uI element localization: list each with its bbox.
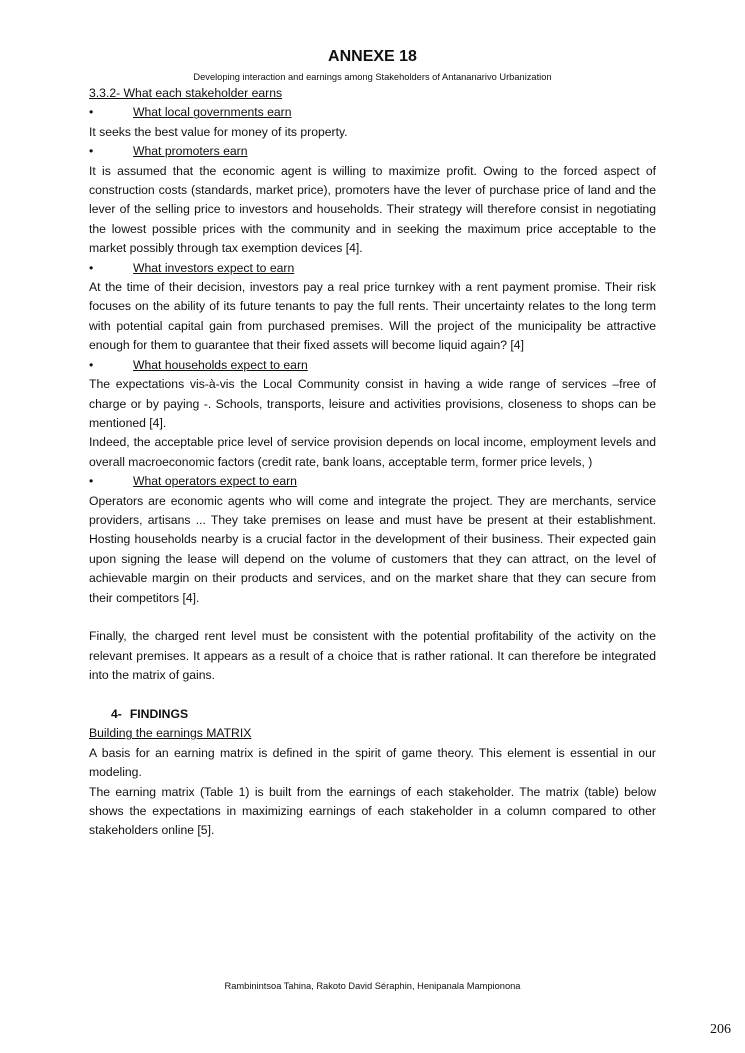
findings-subheading: Building the earnings MATRIX xyxy=(89,726,252,741)
findings-title: FINDINGS xyxy=(129,706,189,721)
bullet-label: What local governments earn xyxy=(133,105,292,120)
spacer xyxy=(89,686,656,705)
bullet-label: What investors expect to earn xyxy=(133,260,295,275)
findings-heading xyxy=(89,705,656,724)
page-content xyxy=(89,47,656,841)
paragraph: Operators are economic agents who will come and integrate the project. They are merchants, service providers, artisans ... They take premises on lease and must have be present at their establishment. Hosting households nearby is a crucial factor in the development of their business. Their expected gain upon signing the lease will depend on the volume of customers that they can attract, on the level of achievable margin on their products and services, and on the market share that they can secure from their competitors [4]. xyxy=(89,493,656,605)
bullet-icon: • xyxy=(89,144,94,159)
bullet-label: What households expect to earn xyxy=(133,357,308,372)
paragraph: It is assumed that the economic agent is willing to maximize profit. Owing to the forced aspect of construction costs (standards, market price), promoters have the lever of purchase price of land and the lever of the selling price to investors and households. Their strategy will therefore consist in negotiating the lowest possible prices with the community and in seeking the maximum price acceptable to the market possibly through tax exemption devices [4]. xyxy=(89,163,656,256)
bullet-item-promoters xyxy=(89,142,656,161)
bullet-icon: • xyxy=(89,105,94,120)
bullet-item-households xyxy=(89,356,656,375)
paragraph: It seeks the best value for money of its property. xyxy=(89,124,348,139)
findings-number: 4- xyxy=(111,706,122,721)
paragraph: The earning matrix (Table 1) is built from the earnings of each stakeholder. The matrix (table) below shows the expectations in maximizing earnings of each stakeholder in a column compared to other stakeholders online [5]. xyxy=(89,784,656,838)
paragraph: The expectations vis-à-vis the Local Community consist in having a wide range of services –free of charge or by paying -. Schools, transports, leisure and activities provisions, closeness to shops can be mentioned [4]. xyxy=(89,377,656,430)
bullet-icon: • xyxy=(89,260,94,275)
paragraph: Indeed, the acceptable price level of service provision depends on local income, employment levels and overall macroeconomic factors (credit rate, bank loans, acceptable term, former price levels, ) xyxy=(89,435,656,469)
bullet-icon: • xyxy=(89,357,94,372)
spacer xyxy=(89,608,656,627)
bullet-item-operators xyxy=(89,472,656,491)
paragraph: A basis for an earning matrix is defined in the spirit of game theory. This element is essential in our modeling. xyxy=(89,745,656,780)
bullet-item-investors xyxy=(89,259,656,278)
closing-paragraph: Finally, the charged rent level must be consistent with the potential profitability of the activity on the relevant premises. It appears as a result of a choice that is rather rational. It can therefore be integrated into the matrix of gains. xyxy=(89,629,656,683)
paragraph: At the time of their decision, investors pay a real price turnkey with a rent payment promise. Their risk focuses on the ability of its future tenants to pay the full rents. Their uncertainty relates to the long term with potential capital gain from purchased premises. Will the project of the municipality be attractive enough for them to guarantee that their fixed assets will become liquid again? [4] xyxy=(89,280,656,353)
footer-authors: Rambinintsoa Tahina, Rakoto David Séraphin, Henipanala Mampionona xyxy=(224,981,521,991)
page-number: 206 xyxy=(710,1022,731,1037)
annex-title: ANNEXE 18 xyxy=(328,48,417,65)
bullet-icon: • xyxy=(89,474,94,489)
section-heading: 3.3.2- What each stakeholder earns xyxy=(89,86,283,100)
bullet-item-local-governments xyxy=(89,103,656,122)
bullet-label: What promoters earn xyxy=(133,144,248,159)
bullet-label: What operators expect to earn xyxy=(133,474,297,489)
paper-subtitle: Developing interaction and earnings among Stakeholders of Antananarivo Urbanization xyxy=(193,72,552,82)
